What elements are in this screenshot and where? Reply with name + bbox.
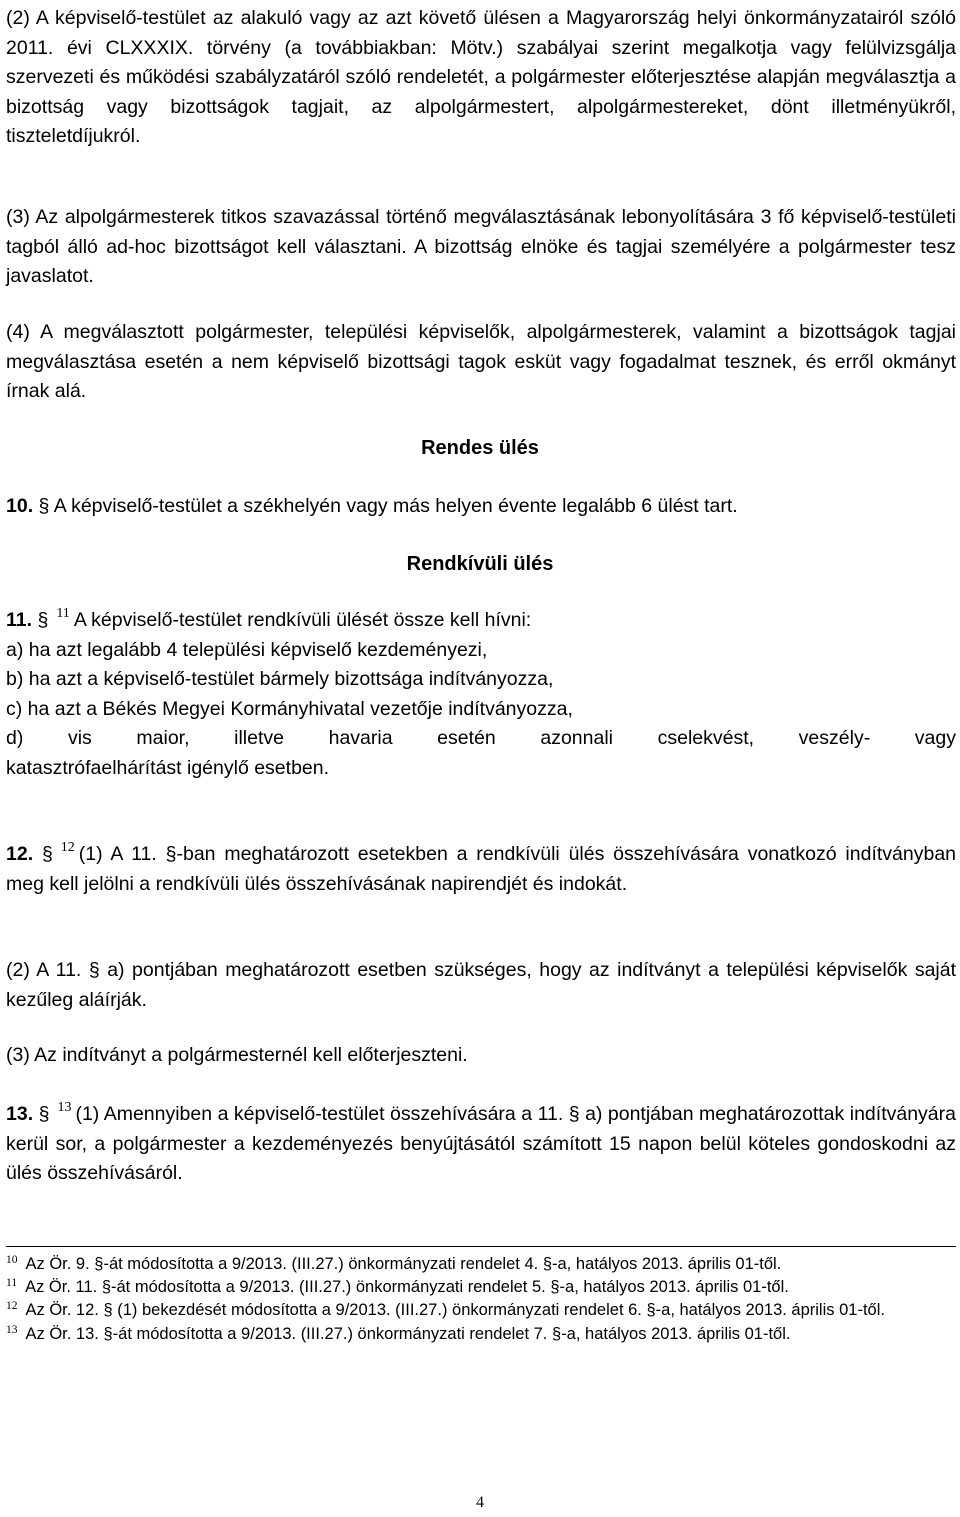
footnote-mark: §: [552, 1324, 562, 1343]
footnote-12: [6, 1299, 956, 1322]
section-mark: §: [38, 495, 50, 517]
section-number: 11.: [6, 609, 33, 631]
section-mark: §: [38, 1103, 50, 1125]
section-ref-mark: §: [88, 959, 100, 981]
section-number: 13.: [6, 1103, 34, 1125]
section-11-intro-line: [6, 606, 956, 636]
footnote-10: [6, 1253, 956, 1276]
footnote-number: 10: [6, 1254, 18, 1266]
footnote-text-a: Az Ör. 12.: [25, 1301, 99, 1320]
footnote-text-b: -át módosította a 9/2013. (III.27.) önkormányzati rendelet 4.: [103, 1255, 539, 1273]
section-ref-mark: §: [568, 1103, 580, 1125]
paragraph-text-a: (2) A 11.: [6, 959, 82, 981]
footnote-text-b: (1) bekezdését módosította a 9/2013. (III.27.) önkormányzati rendelet 6.: [117, 1301, 642, 1320]
list-item-a: a) ha azt legalább 4 települési képviselő kezdeményezi,: [6, 638, 488, 661]
list-item-b: b) ha azt a képviselő-testület bármely bizottsága indítványozza,: [6, 668, 554, 690]
paragraph-text-b: a) pontjában meghatározott esetben szükséges, hogy az indítványt a települési képviselők saját kezűleg aláírják.: [6, 959, 957, 1011]
section-intro: A képviselő-testület rendkívüli ülését össze kell hívni:: [73, 609, 532, 631]
footnote-text-c: -a, hatályos 2013. április 01-től.: [655, 1301, 885, 1320]
footnote-mark: §: [646, 1301, 656, 1320]
paragraph-text-a: (1) Amennyiben a képviselő-testület összehívására a 11.: [75, 1103, 564, 1125]
paragraph-text-b: -ban meghatározott esetekben a rendkívüli ülés összehívására vonatkozó indítványban meg kell jelölni a rendkívüli ülés összehívásának napirendjét és indokát.: [6, 843, 957, 895]
section-12-paragraph-3: (3) Az indítványt a polgármesternél kell előterjeszteni.: [6, 1044, 468, 1066]
footnote-text-c: -a, hatályos 2013. április 01-től.: [559, 1278, 789, 1297]
footnote-number: 13: [6, 1323, 18, 1336]
footnote-mark: §: [94, 1255, 104, 1273]
footnote-number: 11: [6, 1277, 18, 1290]
section-mark: §: [37, 609, 49, 631]
footnote-ref: 12: [60, 840, 75, 855]
section-12-paragraph-1: [6, 840, 956, 899]
footnote-divider: [6, 1246, 956, 1247]
page-number: 4: [476, 1494, 484, 1511]
footnote-mark: §: [101, 1278, 111, 1297]
section-number: 12.: [6, 843, 34, 865]
heading-rendes-ules: Rendes ülés: [421, 437, 539, 459]
footnote-mark: §: [103, 1301, 113, 1320]
section-text: A képviselő-testület a székhelyén vagy más helyen évente legalább 6 ülést tart.: [53, 495, 738, 517]
footnote-text-b: -át módosította a 9/2013. (III.27.) önkormányzati rendelet 7.: [112, 1324, 548, 1343]
paragraph-4: (4) A megválasztott polgármester, települési képviselők, alpolgármesterek, valamint a bizottságok tagjai megválasztása esetén a nem képviselő bizottsági tagok esküt vagy fogadalmat tesznek, és erről okmányt írnak alá.: [6, 321, 956, 402]
footnote-mark: §: [550, 1278, 560, 1297]
section-mark: §: [41, 843, 53, 865]
footnote-mark: §: [542, 1255, 552, 1273]
footnote-text-a: Az Ör. 9.: [25, 1255, 90, 1273]
section-10: [6, 492, 956, 522]
footnote-mark: §: [103, 1324, 113, 1343]
footnote-text-b: -át módosította a 9/2013. (III.27.) önkormányzati rendelet 5.: [111, 1278, 546, 1297]
footnote-11: [6, 1276, 956, 1299]
section-number: 10.: [6, 495, 34, 517]
footnote-text-c: -a, hatályos 2013. április 01-től.: [552, 1255, 782, 1273]
paragraph-3: (3) Az alpolgármesterek titkos szavazással történő megválasztásának lebonyolítására 3 fő képviselő-testületi tagból álló ad-hoc bizottságot kell választani. A bizottság elnöke és tagjai személyére a polgármester tesz javaslatot.: [6, 206, 956, 287]
footnote-13: [6, 1323, 956, 1346]
footnote-text-c: -a, hatályos 2013. április 01-től.: [561, 1324, 791, 1343]
section-ref-mark: §: [165, 843, 177, 865]
list-item-d-line2: katasztrófaelhárítást igénylő esetben.: [6, 756, 330, 779]
section-13-paragraph-1: [6, 1100, 956, 1189]
footnote-number: 12: [6, 1300, 18, 1313]
footnote-ref: 11: [56, 606, 70, 621]
paragraph-text-a: (1) A 11.: [78, 843, 157, 865]
section-11: [6, 606, 956, 783]
footnote-text-a: Az Ör. 11.: [25, 1278, 98, 1297]
footnote-ref: 13: [57, 1100, 72, 1115]
heading-rendkivuli-ules: Rendkívüli ülés: [406, 553, 554, 575]
footnote-text-a: Az Ör. 13.: [25, 1324, 99, 1343]
list-item-c: c) ha azt a Békés Megyei Kormányhivatal vezetője indítványozza,: [6, 697, 573, 720]
paragraph-text-b: a) pontjában meghatározottak indítványára kerül sor, a polgármester a kezdeményezés benyújtásától számított 15 napon belül köteles gondoskodni az ülés összehívásáról.: [6, 1103, 956, 1184]
footnotes: [6, 1253, 956, 1346]
section-12-paragraph-2: [6, 956, 956, 1015]
paragraph-2: (2) A képviselő-testület az alakuló vagy az azt követő ülésen a Magyarország helyi önkormányzatairól szóló 2011. évi CLXXXIX. törvény (a továbbiakban: Mötv.) szabályai szerint megalkotja vagy felülvizsgálja szervezeti és működési szabályzatáról szóló rendeletét, a polgármester előterjesztése alapján megválasztja a bizottság vagy bizottságok tagjait, az alpolgármestert, alpolgármestereket, dönt illetményükről, tiszteletdíjukról.: [6, 7, 956, 147]
list-item-d-line1: d) vis maior, illetve havaria esetén azonnali cselekvést, veszély- vagy: [6, 727, 956, 749]
